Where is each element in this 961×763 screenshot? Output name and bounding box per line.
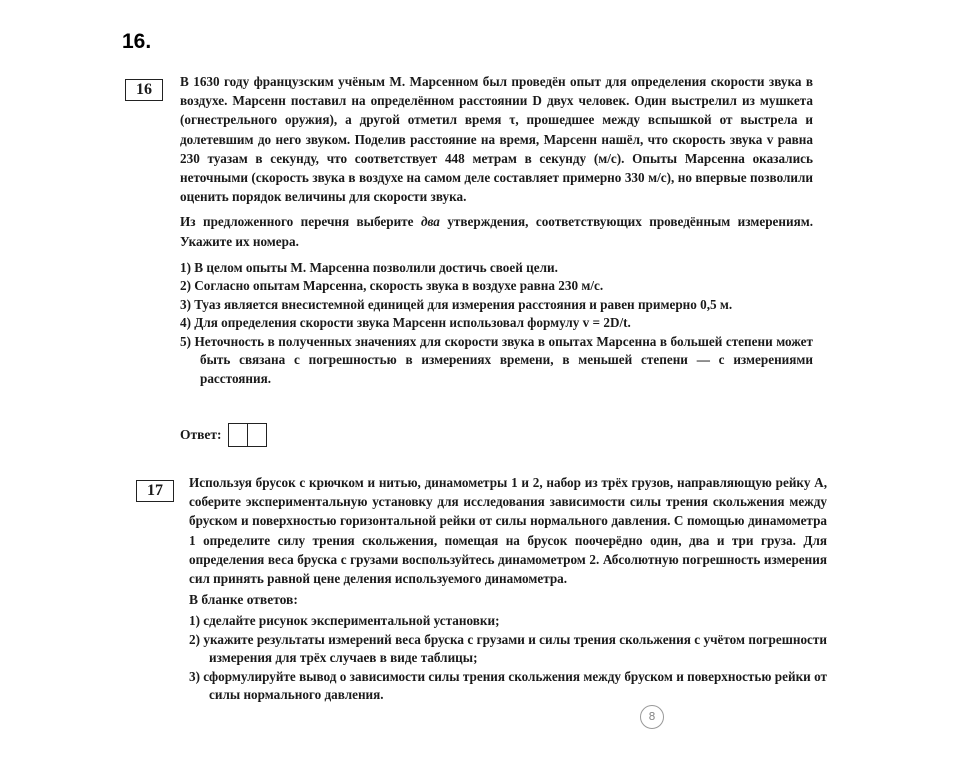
page-heading: 16.	[122, 30, 152, 53]
task-17-item-1: 1) сделайте рисунок экспериментальной установки;	[189, 613, 500, 629]
task-16-option-5: 5) Неточность в полученных значениях для скорости звука в опытах Марсенна в большей степени может быть связана с погрешностью в измерениях времени, в меньшей степени — с измерениями расстояния.	[180, 333, 813, 386]
task-16-paragraph: В 1630 году французским учёным М. Марсенном был проведён опыт для определения скорости звука в воздухе. Марсенн поставил на определённом расстоянии D двух человек. Один выстрелил из мушкета (огнестрельного оружия), а другой отметил время τ, прошедшее между вспышкой от выстрела и долетевшим до него звуком. Поделив расстояние на время, Марсенн нашёл, что скорость звука v равна 230 туазам в секунду, что соответствует 448 метрам в секунду (м/с). Опыты Марсенна оказались неточными (скорость звука в воздухе на самом деле составляет примерно 330 м/с), но впервые позволили оценить порядок величины для скорости звука.	[180, 74, 813, 205]
task-16-instruction-emphasis: два	[420, 214, 440, 230]
task-16-option-2: 2) Согласно опытам Марсенна, скорость звука в воздухе равна 230 м/с.	[180, 278, 604, 294]
task-17-paragraph: Используя брусок с крючком и нитью, динамометры 1 и 2, набор из трёх грузов, направляющую рейку А, соберите экспериментальную установку для исследования зависимости силы трения скольжения между бруском и поверхностью горизонтальной рейки от силы нормального давления. С помощью динамометра 1 определите силу трения скольжения, помещая на брусок поочерёдно один, два и три груза. Для определения веса бруска с грузами воспользуйтесь динамометром 2. Абсолютную погрешность измерения сил принять равной цене деления используемого динамометра.	[189, 475, 827, 587]
task-17-number-box: 17	[136, 480, 174, 502]
task-16-number-box: 16	[125, 79, 163, 101]
page-stamp: 8	[640, 705, 664, 729]
task-16-answer	[180, 423, 267, 447]
task-16-body	[180, 72, 813, 388]
task-16-options	[180, 259, 813, 389]
task-16-option-3: 3) Туаз является внесистемной единицей для измерения расстояния и равен примерно 0,5 м.	[180, 296, 733, 312]
task-16-option-1: 1) В целом опыты М. Марсенна позволили достичь своей цели.	[180, 259, 558, 275]
answer-label: Ответ:	[180, 427, 222, 442]
task-16-instruction: Из предложенного перечня выберите два утверждения, соответствующих проведённым измерениям. Укажите их номера.	[180, 214, 813, 249]
task-17-subheading: В бланке ответов:	[189, 592, 298, 608]
answer-box-1[interactable]	[228, 423, 248, 447]
answer-box-2[interactable]	[248, 423, 267, 447]
task-16-option-4: 4) Для определения скорости звука Марсенн использовал формулу v = 2D/t.	[180, 315, 631, 331]
task-17-item-2: 2) укажите результаты измерений веса бруска с грузами и силы трения скольжения с учётом погрешности измерения для трёх случаев в виде таблицы;	[189, 631, 827, 666]
task-17-body	[189, 473, 827, 705]
task-17-item-3: 3) сформулируйте вывод о зависимости силы трения скольжения между бруском и поверхностью рейки от силы нормального давления.	[189, 668, 827, 703]
